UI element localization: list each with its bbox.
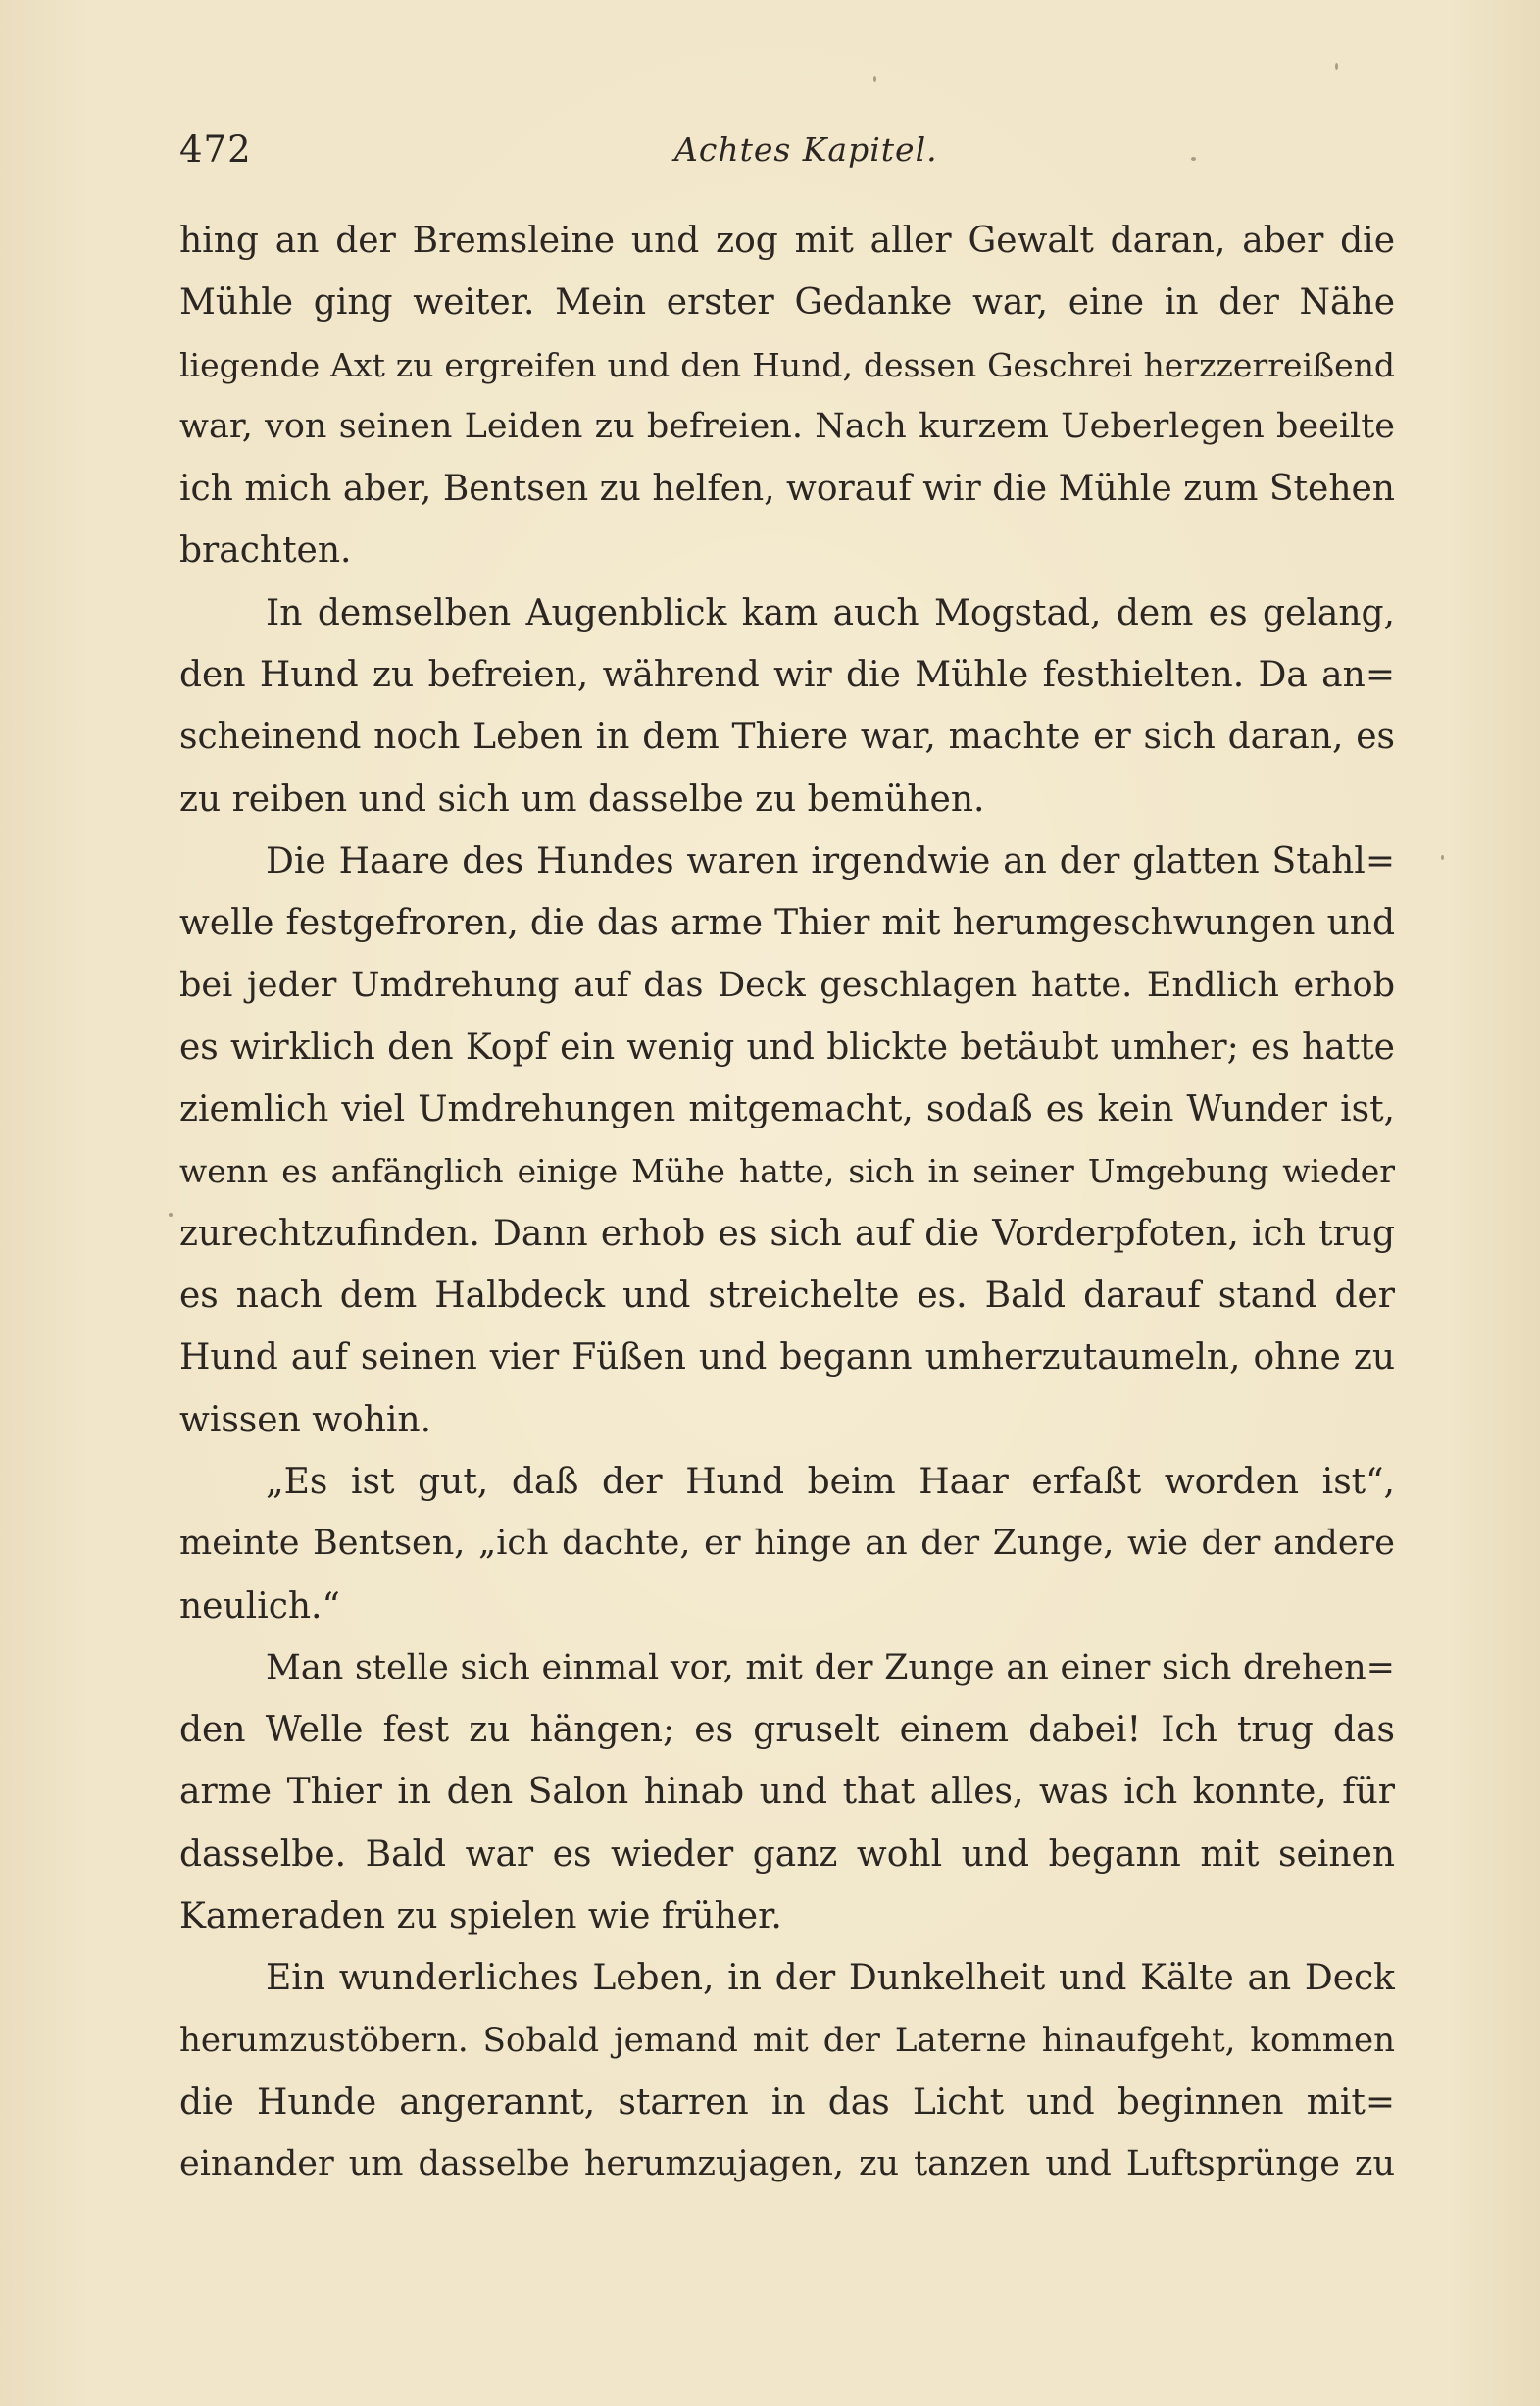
text-line: „Es ist gut, daß der Hund beim Haar erfaßt worden ist“,	[266, 1461, 1395, 1502]
text-line: brachten.	[179, 530, 352, 572]
text-line: wenn es anfänglich einige Mühe hatte, sich in seiner Umgebung wieder	[179, 1152, 1395, 1191]
paper-speck	[1335, 63, 1338, 70]
text-line: wissen wohin.	[179, 1399, 432, 1440]
text-line: Kameraden zu spielen wie früher.	[179, 1896, 782, 1937]
text-line: arme Thier in den Salon hinab und that alles, was ich konnte, für	[179, 1772, 1395, 1813]
text-line: Die Haare des Hundes waren irgendwie an der glatten Stahl=	[266, 840, 1395, 881]
text-line: Mühle ging weiter. Mein erster Gedanke war, eine in der Nähe	[179, 282, 1395, 324]
paper-speck	[1191, 157, 1196, 161]
text-line: einander um dasselbe herumzujagen, zu tanzen und Luftsprünge zu	[179, 2144, 1395, 2184]
text-line: es nach dem Halbdeck und streichelte es. Bald darauf stand der	[179, 1276, 1395, 1317]
text-line: ziemlich viel Umdrehungen mitgemacht, sodaß es kein Wunder ist,	[179, 1089, 1395, 1130]
text-line: In demselben Augenblick kam auch Mogstad, dem es gelang,	[266, 592, 1395, 633]
text-line: den Welle fest zu hängen; es gruselt einem dabei! Ich trug das	[179, 1710, 1395, 1751]
page-header	[179, 125, 1395, 175]
text-line: herumzustöbern. Sobald jemand mit der Laterne hinaufgeht, kommen	[179, 2020, 1395, 2060]
text-line: welle festgefroren, die das arme Thier mit herumgeschwungen und	[179, 903, 1395, 944]
text-line: zu reiben und sich um dasselbe zu bemühen.	[179, 778, 985, 820]
text-line: ich mich aber, Bentsen zu helfen, worauf wir die Mühle zum Stehen	[179, 469, 1395, 510]
paper-speck	[169, 1213, 173, 1217]
paper-speck	[873, 76, 876, 82]
text-line: war, von seinen Leiden zu befreien. Nach kurzem Ueberlegen beeilte	[179, 406, 1395, 446]
text-line: hing an der Bremsleine und zog mit aller Gewalt daran, aber die	[179, 221, 1395, 261]
text-line: Man stelle sich einmal vor, mit der Zunge an einer sich drehen=	[266, 1647, 1395, 1687]
text-line: bei jeder Umdrehung auf das Deck geschlagen hatte. Endlich erhob	[179, 965, 1395, 1005]
text-line: den Hund zu befreien, während wir die Mühle festhielten. Da an=	[179, 655, 1395, 696]
text-line: scheinend noch Leben in dem Thiere war, machte er sich daran, es	[179, 717, 1395, 758]
body-text	[179, 210, 1395, 2196]
text-line: es wirklich den Kopf ein wenig und blickte betäubt umher; es hatte	[179, 1027, 1395, 1068]
text-line: dasselbe. Bald war es wieder ganz wohl und begann mit seinen	[179, 1833, 1395, 1875]
paper-speck	[1441, 855, 1444, 860]
text-line: Ein wunderliches Leben, in der Dunkelheit und Kälte an Deck	[266, 1958, 1395, 1999]
text-line: neulich.“	[179, 1585, 340, 1627]
text-line: die Hunde angerannt, starren in das Licht und beginnen mit=	[179, 2081, 1395, 2123]
text-line: zurechtzufinden. Dann erhob es sich auf die Vorderpfoten, ich trug	[179, 1213, 1395, 1254]
page-number: 472	[179, 128, 252, 171]
running-title: Achtes Kapitel.	[674, 130, 938, 169]
text-line: Hund auf seinen vier Füßen und begann umherzutaumeln, ohne zu	[179, 1337, 1395, 1378]
text-line: liegende Axt zu ergreifen und den Hund, dessen Geschrei herzzerreißend	[179, 345, 1395, 384]
text-line: meinte Bentsen, „ich dachte, er hinge an der Zunge, wie der andere	[179, 1524, 1395, 1564]
